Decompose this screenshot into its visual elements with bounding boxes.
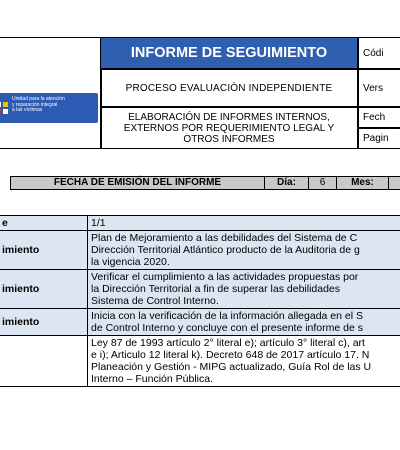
elaboration-line: OTROS INFORMES: [183, 133, 275, 145]
report-title: INFORME DE SEGUIMIENTO: [100, 37, 358, 69]
emission-date-bar: [10, 176, 400, 190]
value-line: Verificar el cumplimiento a las actividades propuestas por: [91, 271, 359, 283]
elaboration-line: EXTERNOS POR REQUERIMIENTO LEGAL Y: [123, 122, 335, 134]
process-name: PROCESO EVALUACIÒN INDEPENDIENTE: [100, 69, 358, 107]
logo-cell: [0, 37, 102, 149]
row-value: [88, 231, 400, 270]
value-line: Dirección Territorial Atlántico producto de la Auditoria de g: [91, 244, 360, 256]
row-value: [88, 270, 400, 309]
month-label: Mes:: [337, 177, 389, 189]
row-label: e: [0, 216, 88, 231]
row-value: [88, 216, 400, 231]
table-row: [0, 309, 400, 336]
table-row: [0, 270, 400, 309]
value-line: la vigencia 2020.: [91, 256, 170, 268]
row-label: imiento: [0, 309, 88, 336]
logo-text-line: Unidad para la atención: [12, 96, 65, 102]
value-line: Inicia con la verificación de la información allegada en el S: [91, 310, 363, 322]
value-line: Sistema de Control Interno.: [91, 295, 219, 307]
elaboration-line: ELABORACIÓN DE INFORMES INTERNOS,: [128, 111, 330, 123]
row-label: imiento: [0, 231, 88, 270]
value-line: Ley 87 de 1993 artículo 2° literal e); artículo 3° literal c), art: [91, 337, 365, 349]
value-line: Planeación y Gestión - MIPG actualizado, Guía Rol de las U: [91, 361, 372, 373]
row-value: [88, 336, 400, 387]
entity-logo: [0, 93, 98, 123]
table-row: [0, 336, 400, 387]
date-label: Fech: [358, 107, 400, 128]
row-label: [0, 336, 88, 387]
row-value: [88, 309, 400, 336]
value-line: la Dirección Territorial a fin de superar las debilidades: [91, 283, 341, 295]
logo-text-line: a las víctimas: [12, 107, 43, 114]
table-row: [0, 231, 400, 270]
version-label: Vers: [358, 69, 400, 107]
value-line: de Control Interno y concluye con el presente informe de s: [91, 322, 363, 334]
logo-text: [12, 97, 94, 114]
row-label: imiento: [0, 270, 88, 309]
elaboration-description: [100, 107, 358, 149]
value-line: Interno – Función Pública.: [91, 373, 213, 385]
value-line: Plan de Mejoramiento a las debilidades del Sistema de C: [91, 232, 358, 244]
emission-date-label: FECHA DE EMISIÓN DEL INFORME: [11, 177, 265, 189]
page-label: Pagin: [358, 128, 400, 149]
code-label: Códi: [358, 37, 400, 69]
day-label: Día:: [265, 177, 309, 189]
value-line: 1/1: [91, 217, 106, 229]
logo-text-line: y reparación integral: [12, 101, 58, 108]
document-header: [0, 37, 400, 149]
day-value: 6: [309, 177, 337, 189]
report-info-table: [0, 215, 400, 387]
logo-symbol-icon: [0, 102, 8, 114]
value-line: e i); Articulo 12 literal k). Decreto 648 de 2017 artículo 17. N: [91, 349, 370, 361]
table-row: [0, 216, 400, 231]
